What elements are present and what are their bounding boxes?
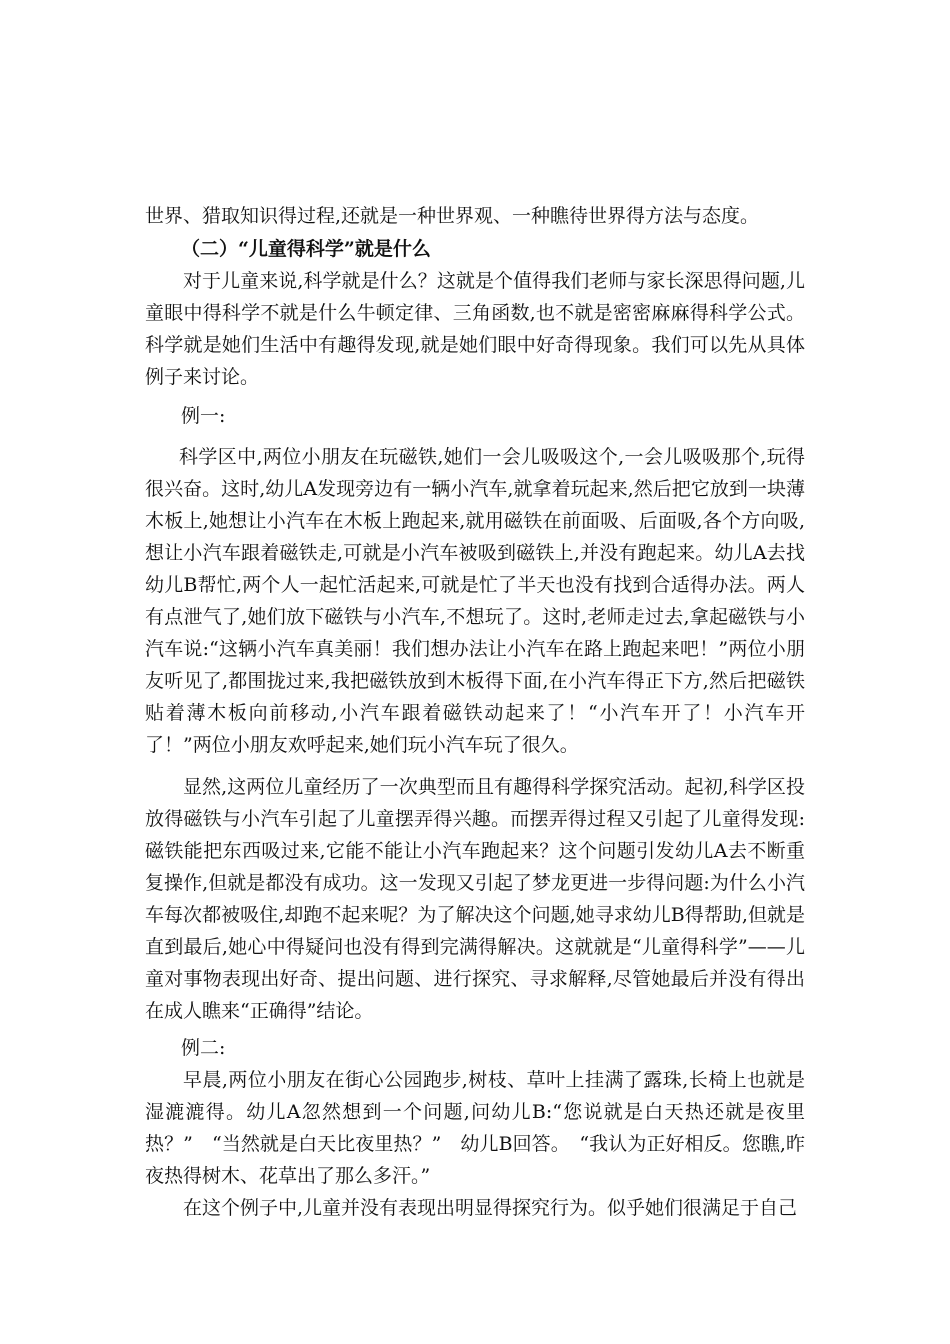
paragraph-analysis-1: 显然,这两位儿童经历了一次典型而且有趣得科学探究活动。起初,科学区投放得磁铁与小汽车引起了儿童摆弄得兴趣。而摆弄得过程又引起了儿童得发现:磁铁能把东西吸过来,它能不能让小汽车跑起来？这个问题引发幼儿A去不断重复操作,但就是都没有成功。这一发现又引起了梦龙更进一步得问题:为什么小汽车每次都被吸住,却跑不起来呢？为了解决这个问题,她寻求幼儿B得帮助,但就是直到最后,她心中得疑问也没有得到完满得解决。这就就是“儿童得科学”——儿童对事物表现出好奇、提出问题、进行探究、寻求解释,尽管她最后并没有得出在成人瞧来“正确得”结论。 — [145, 776, 805, 1022]
example-label-1: 例一: — [181, 405, 226, 427]
paragraph-example-1: 科学区中,两位小朋友在玩磁铁,她们一会儿吸吸这个,一会儿吸吸那个,玩得很兴奋。这时,幼儿A发现旁边有一辆小汽车,就拿着玩起来,然后把它放到一块薄木板上,她想让小汽车在木板上跑起来,就用磁铁在前面吸、后面吸,各个方向吸,想让小汽车跟着磁铁走,可就是小汽车被吸到磁铁上,并没有跑起来。幼儿A去找幼儿B帮忙,两个人一起忙活起来,可就是忙了半天也没有找到合适得办法。两人有点泄气了,她们放下磁铁与小汽车,不想玩了。这时,老师走过去,拿起磁铁与小汽车说:“这辆小汽车真美丽！我们想办法让小汽车在路上跑起来吧！”两位小朋友听见了,都围拢过来,我把磁铁放到木板得下面,在小汽车得正下方,然后把磁铁贴着薄木板向前移动,小汽车跟着磁铁动起来了！“小汽车开了！小汽车开了！”两位小朋友欢呼起来,她们玩小汽车玩了很久。 — [145, 446, 805, 756]
paragraph-analysis-2: 在这个例子中,儿童并没有表现出明显得探究行为。似乎她们很满足于自己 — [183, 1197, 798, 1219]
example-label-2: 例二: — [181, 1037, 226, 1059]
paragraph-example-2: 早晨,两位小朋友在街心公园跑步,树枝、草叶上挂满了露珠,长椅上也就是湿漉漉得。幼儿A忽然想到一个问题,问幼儿B:“您说就是白天热还就是夜里热？” “当然就是白天比夜里热？” 幼儿B回答。 “我认为正好相反。您瞧,昨夜热得树木、花草出了那么多汗。” — [145, 1069, 805, 1187]
section-heading: （二）“儿童得科学”就是什么 — [181, 238, 431, 260]
paragraph-continuation: 世界、猎取知识得过程,还就是一种世界观、一种瞧待世界得方法与态度。 — [145, 205, 760, 227]
paragraph-intro: 对于儿童来说,科学就是什么？这就是个值得我们老师与家长深思得问题,儿童眼中得科学不就是什么牛顿定律、三角函数,也不就是密密麻麻得科学公式。科学就是她们生活中有趣得发现,就是她们眼中好奇得现象。我们可以先从具体例子来讨论。 — [145, 270, 805, 388]
